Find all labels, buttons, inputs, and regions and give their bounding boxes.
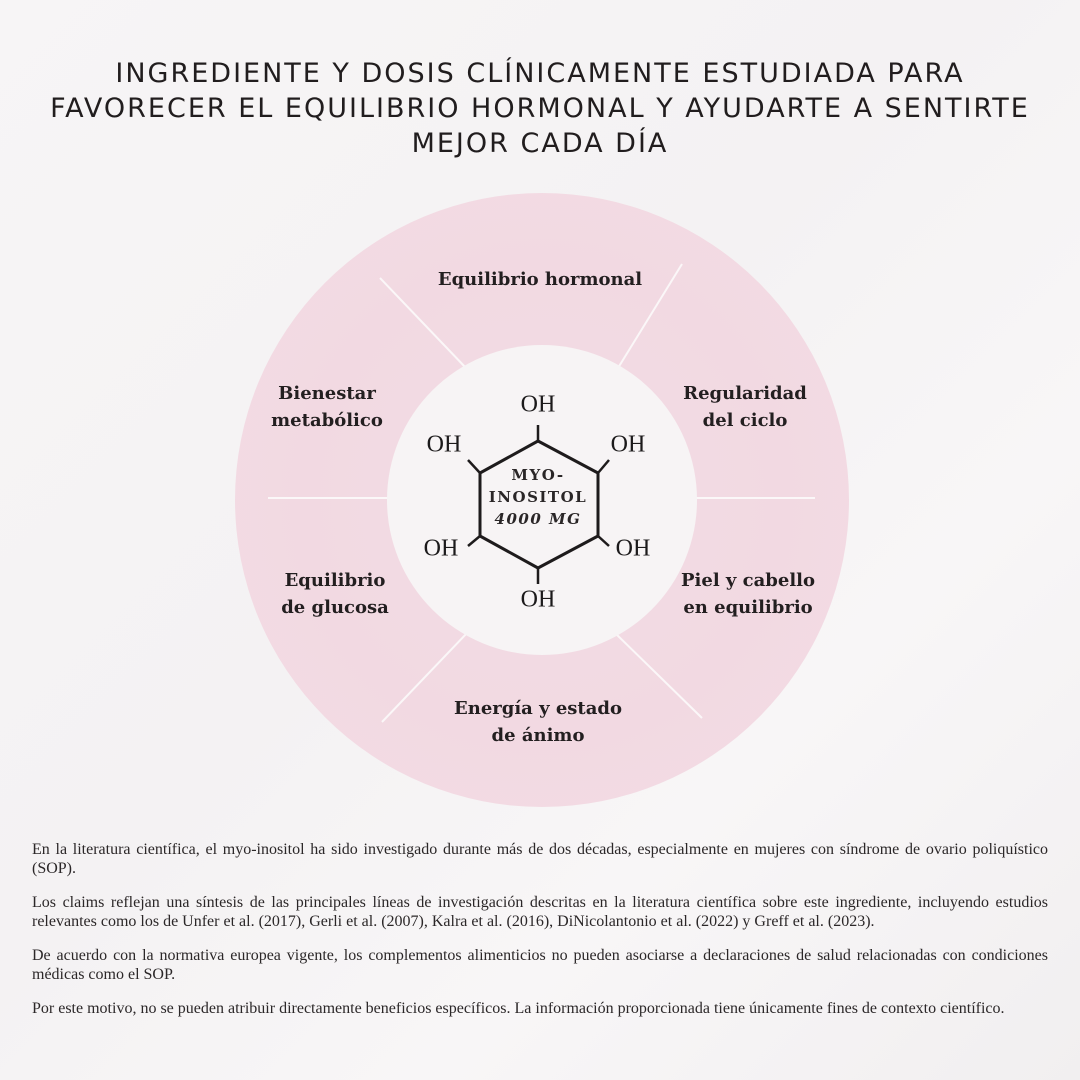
hydroxyl-label: OH xyxy=(426,431,462,458)
segment-label: en equilibrio xyxy=(683,597,813,618)
note-paragraph: En la literatura científica, el myo-inositol ha sido investigado durante más de dos décadas, especialmente en mujeres con síndrome de ovario poliquístico (SOP). xyxy=(32,841,1048,877)
segment-label: Piel y cabello xyxy=(681,570,815,591)
ingredient-name: MYO- xyxy=(511,466,565,484)
ingredient-label xyxy=(489,464,587,530)
note-paragraph: Los claims reflejan una síntesis de las principales líneas de investigación descritas en la literatura científica sobre este ingrediente, incluyendo estudios relevantes como los de Unfer et al. (2017), Gerli et al. (2007), Kalra et al. (2016), DiNicolantonio et al. (2022) y Greff et al. (2023). xyxy=(32,894,1048,930)
bond-line xyxy=(598,536,609,546)
ingredient-name: INOSITOL xyxy=(488,488,588,506)
segment-label: Regularidad xyxy=(683,383,807,404)
segment-cycle-regularity xyxy=(683,380,807,434)
segment-label: de ánimo xyxy=(491,725,585,746)
hydroxyl-label: OH xyxy=(615,535,651,562)
hydroxyl-label: OH xyxy=(520,586,556,613)
segment-energy-mood xyxy=(454,695,622,749)
segment-label: Equilibrio xyxy=(284,570,386,591)
segment-label: de glucosa xyxy=(281,597,389,618)
title-line: INGREDIENTE Y DOSIS CLÍNICAMENTE ESTUDIADA PARA xyxy=(115,58,965,89)
segment-glucose-balance xyxy=(281,567,389,621)
segment-label: Bienestar xyxy=(278,383,376,404)
segment-label: del ciclo xyxy=(702,410,788,431)
hydroxyl-label: OH xyxy=(610,431,646,458)
bond-line xyxy=(468,460,480,473)
segment-label: Energía y estado xyxy=(454,698,622,719)
disclaimer-notes xyxy=(32,840,1048,1033)
segment-label: metabólico xyxy=(271,410,383,431)
segment-label: Equilibrio hormonal xyxy=(437,269,643,290)
title-line: MEJOR CADA DÍA xyxy=(411,128,669,159)
segment-skin-hair xyxy=(681,567,815,621)
bond-line xyxy=(468,536,480,546)
hydroxyl-label: OH xyxy=(520,391,556,418)
note-paragraph: De acuerdo con la normativa europea vigente, los complementos alimenticios no pueden asociarse a declaraciones de salud relacionadas con condiciones médicas como el SOP. xyxy=(32,947,1048,983)
title-line: FAVORECER EL EQUILIBRIO HORMONAL Y AYUDARTE A SENTIRTE xyxy=(50,93,1030,124)
hydroxyl-label: OH xyxy=(423,535,459,562)
segment-metabolic-wellbeing xyxy=(271,380,383,434)
segment-hormonal-balance xyxy=(438,266,642,293)
bond-line xyxy=(598,460,609,473)
ingredient-dose: 4000 MG xyxy=(494,510,582,528)
note-paragraph: Por este motivo, no se pueden atribuir directamente beneficios específicos. La información proporcionada tiene únicamente fines de contexto científico. xyxy=(32,1000,1005,1017)
